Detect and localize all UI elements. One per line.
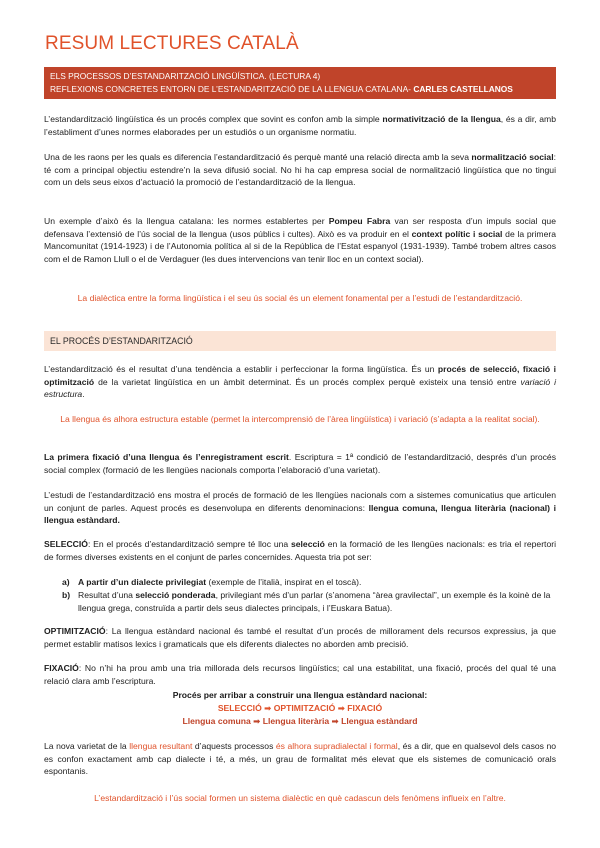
list-item-dialecte-privilegiat: a) A partir d’un dialecte privilegiat (exemple de l’italià, inspirat en el toscà).: [62, 577, 362, 587]
banner-line-2: REFLEXIONS CONCRETES ENTORN DE L’ESTANDARITZACIÓ DE LA LLENGUA CATALANA- CARLES CASTELLANOS: [50, 83, 513, 94]
highlight-sistema-dialectic: L’estandardització i l’ús social formen un sistema dialèctic en què cadascun dels fenòmens influeix en l’altre.: [94, 793, 506, 803]
paragraph-optimitzacio: OPTIMITZACIÓ: La llengua estàndard nacional és també el resultat d’un procés de millorament dels recursos expressius, ja que permet establir matisos lexics i gramaticals que els diferents dialectes no aborden amb precisió.: [44, 626, 556, 649]
paragraph-proces: L’estandardització és el resultat d’una tendència a establir i perfeccionar la forma lingüística. És un procés de selecció, fixació i optimització de la varietat lingüística en un àmbit determinat. És un procés complex perquè existeix una tensió entre variació i estructura.: [44, 364, 556, 400]
banner-line-1: ELS PROCESSOS D’ESTANDARITZACIÓ LINGÜÍSTICA. (LECTURA 4): [50, 71, 321, 81]
paragraph-pompeu-fabra: Un exemple d’això és la llengua catalana: les normes establertes per Pompeu Fabra van ser resposta d’un impuls social que defensava l’extensió de l’ús social de la llengua (usos públics i cultes). Això es va produir en el context polític i social de la primera Mancomunitat (1914-1923) i de l’Autonomia política al si de la República de l’Estat espanyol (1931-1939). També trobem altres casos com el de Ramon Llull o el de Verdaguer (les dues intervencions van tenir lloc en un context social).: [44, 216, 556, 264]
list-marker: a): [62, 577, 70, 587]
highlight-estructura-variacio: La llengua és alhora estructura estable (permet la intercomprensió de l’àrea lingüística) i variació (s’adapta a la realitat social).: [60, 414, 540, 424]
paragraph-fixacio: FIXACIÓ: No n’hi ha prou amb una tria millorada dels recursos lingüístics; cal una estabilitat, una fixació, procés del qual té una relació clara amb l’escriptura.: [44, 663, 556, 686]
list-marker: b): [62, 590, 71, 600]
banner-author: CARLES CASTELLANOS: [413, 83, 513, 94]
process-steps: SELECCIÓ ➡ OPTIMITZACIÓ ➡ FIXACIÓ: [217, 703, 383, 713]
paragraph-normativitzacio: L’estandardització lingüística és un procés complex que sovint es confon amb la simple normativització de la llengua, és a dir, amb l’establiment d’unes normes elaborades per un estudiós o un organisme normatiu.: [44, 114, 557, 137]
process-heading: Procés per arribar a construir una llengua estàndard nacional:: [172, 690, 428, 700]
list-item-seleccio-ponderada: b) Resultat d’una selecció ponderada, privilegiant més d’un parlar (s’anomena “àrea gravilectal”, un exemple és la koinè de la llengua grega, construïda a partir dels seus dialectes principals, i l’Euskara Batua).: [62, 590, 551, 613]
paragraph-primera-fixacio: La primera fixació d’una llengua és l’enregistrament escrit. Escriptura = 1ª condició de l’estandardització, després d’un procés social complex (formació de les llengües nacionals comporta l’elaboració d’una varietat).: [44, 452, 557, 475]
paragraph-llengues-nacionals: L’estudi de l’estandardització ens mostra el procés de formació de les llengües nacionals com a sistemes comunicatius que articulen un conjunt de parles. Aquest procés es desenvolupa en diferents denominacions: llengua comuna, llengua literària (nacional) i llengua estàndard.: [44, 490, 556, 526]
lecture-banner: [44, 67, 556, 99]
paragraph-normalitzacio: Una de les raons per les quals es diferencia l’estandardització és perquè manté una relació directa amb la seva normalització social: té com a principal objectiu estendre’n la seva difusió social. No hi ha cap empresa social de normalització lingüística que no tingui com un dels seus eixos d’actuació la promoció de l’estandardització de la llengua.: [44, 152, 556, 188]
process-chain: Llengua comuna ➡ Llengua literària ➡ Llengua estàndard: [182, 716, 418, 726]
section-header-proces: EL PROCÉS D’ESTANDARITZACIÓ: [44, 331, 556, 351]
paragraph-llengua-resultant: La nova varietat de la llengua resultant d’aquests processos és alhora supradialectal i formal, és a dir, que en qualsevol dels casos no es confon exactament amb cap dialecte i té, a més, un grau de formalitat més elevat que els sistemes de comunicació orals espontanis.: [44, 741, 557, 777]
page-title: RESUM LECTURES CATALÀ: [45, 33, 299, 54]
highlight-dialectica: La dialèctica entre la forma lingüística i el seu ús social és un element fonamental per a l’estudi de l’estandardització.: [77, 293, 523, 303]
paragraph-seleccio: SELECCIÓ: En el procés d’estandardització sempre té lloc una selecció en la formació de les llengües nacionals: es tria el repertori de formes diverses existents en el conjunt de parles concernides. Aquesta tria pot ser:: [44, 539, 556, 562]
